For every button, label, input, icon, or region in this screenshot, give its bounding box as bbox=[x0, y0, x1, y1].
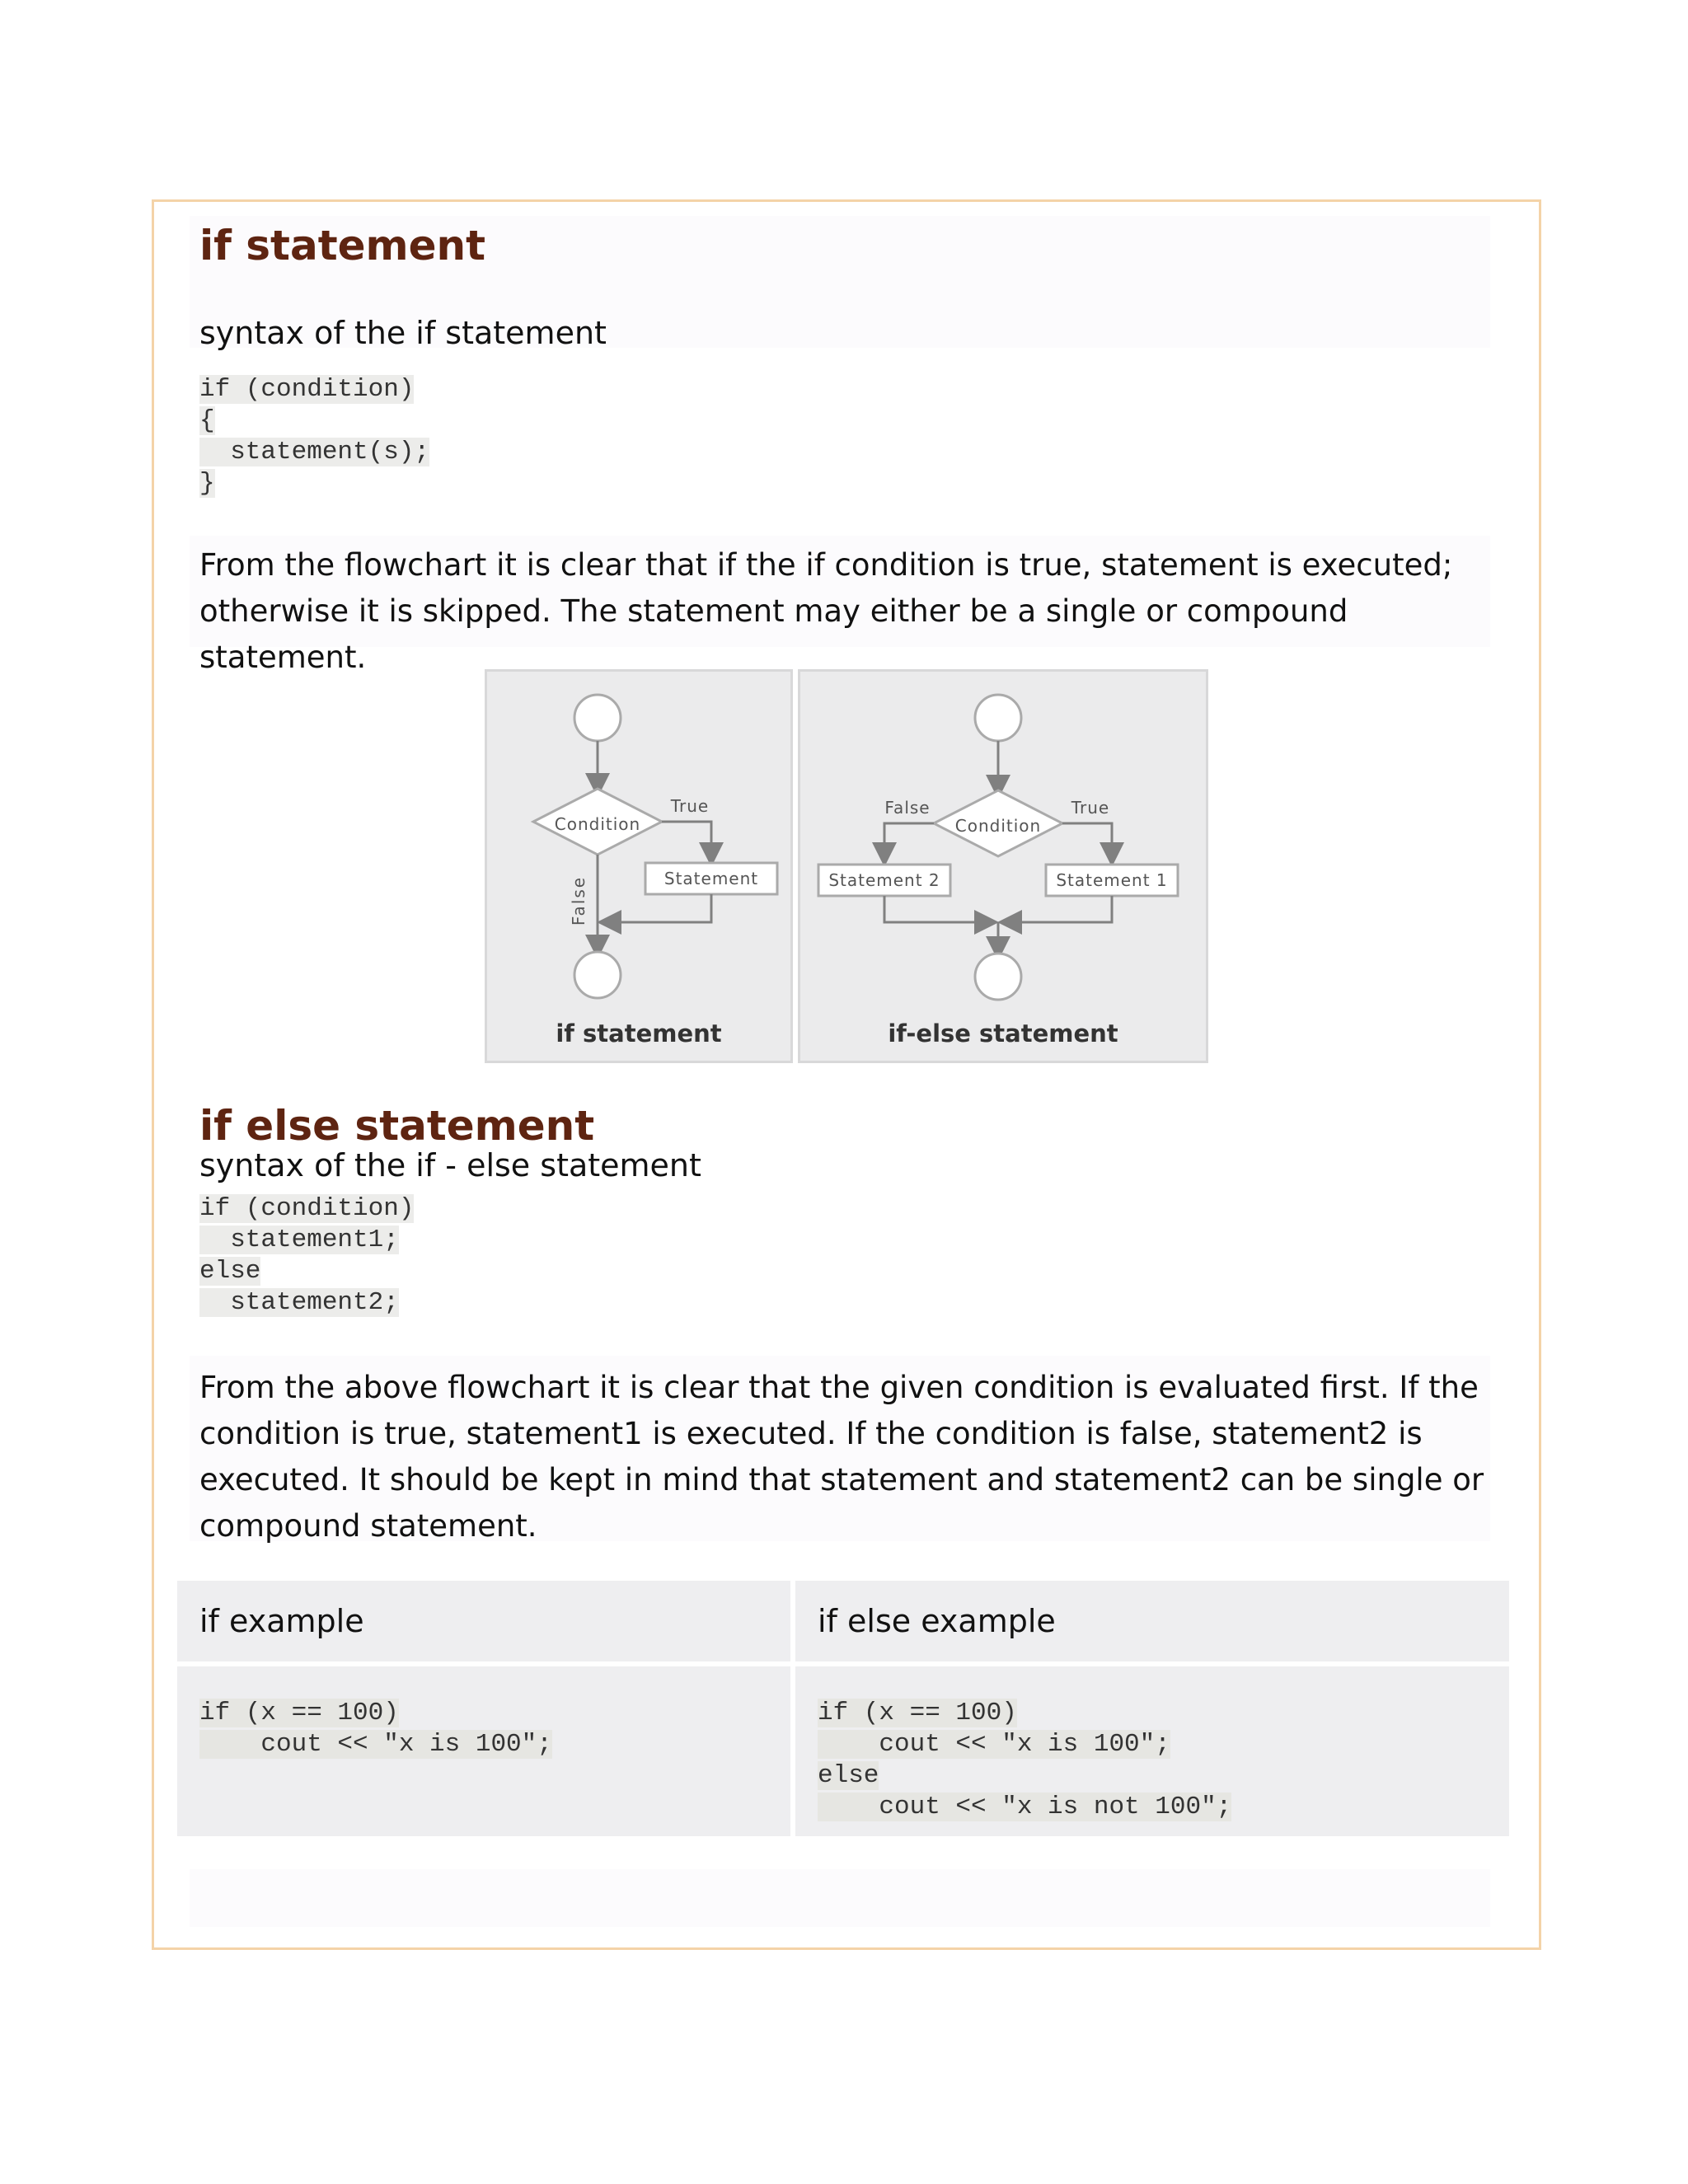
code-line: else bbox=[818, 1761, 879, 1790]
if-else-description: From the above flowchart it is clear that the given condition is evaluated first. If the condition is true, statement1 is executed. If the condition is false, statement2 is executed. It should be kept in mind that statement and statement2 can be single or compound statement. bbox=[199, 1370, 1484, 1544]
if-example-header: if example bbox=[177, 1581, 790, 1661]
if-flowchart-caption: if statement bbox=[556, 1019, 722, 1047]
if-else-syntax-label: syntax of the if - else statement bbox=[199, 1147, 701, 1183]
false-label: False bbox=[569, 875, 588, 926]
code-line: statement(s); bbox=[199, 438, 430, 466]
background-band bbox=[190, 1869, 1490, 1927]
code-line: else bbox=[199, 1257, 261, 1286]
condition-label: Condition bbox=[954, 816, 1042, 836]
code-line: statement2; bbox=[199, 1288, 399, 1317]
examples-table bbox=[177, 1581, 1509, 1836]
code-line: if (x == 100) bbox=[818, 1699, 1017, 1727]
true-label: True bbox=[1071, 798, 1110, 818]
code-line: statement1; bbox=[199, 1226, 399, 1254]
condition-label: Condition bbox=[554, 814, 641, 834]
if-else-flowchart-caption: if-else statement bbox=[888, 1019, 1118, 1047]
if-else-example-header: if else example bbox=[795, 1581, 1509, 1661]
code-line: cout << "x is 100"; bbox=[199, 1730, 552, 1759]
if-else-example-code bbox=[818, 1698, 1231, 1823]
if-flowchart bbox=[485, 669, 793, 1063]
code-line: } bbox=[199, 469, 215, 498]
code-line: { bbox=[199, 406, 215, 435]
code-line: cout << "x is 100"; bbox=[818, 1730, 1170, 1759]
false-label: False bbox=[884, 798, 931, 818]
if-else-syntax-code bbox=[199, 1193, 414, 1319]
statement-1-label: Statement 1 bbox=[1056, 870, 1168, 890]
if-else-statement-heading: if else statement bbox=[199, 1102, 595, 1150]
code-line: if (x == 100) bbox=[199, 1699, 399, 1727]
true-label: True bbox=[670, 796, 710, 816]
if-syntax-label: syntax of the if statement bbox=[199, 315, 607, 351]
code-line: if (condition) bbox=[199, 375, 415, 404]
if-description: From the flowchart it is clear that if the if condition is true, statement is executed; otherwise it is skipped. The statement may either be a single or compound statement. bbox=[199, 547, 1453, 675]
statement-label: Statement bbox=[663, 869, 759, 888]
if-example-cell bbox=[177, 1666, 790, 1836]
statement-2-label: Statement 2 bbox=[828, 870, 940, 890]
if-example-code bbox=[199, 1698, 552, 1760]
flowchart-figure bbox=[485, 669, 1208, 1066]
if-syntax-code bbox=[199, 374, 429, 499]
code-line: if (condition) bbox=[199, 1194, 415, 1223]
if-else-flowchart bbox=[798, 669, 1208, 1063]
code-line: cout << "x is not 100"; bbox=[818, 1793, 1232, 1821]
if-statement-heading: if statement bbox=[199, 222, 486, 269]
if-else-example-cell bbox=[795, 1666, 1509, 1836]
